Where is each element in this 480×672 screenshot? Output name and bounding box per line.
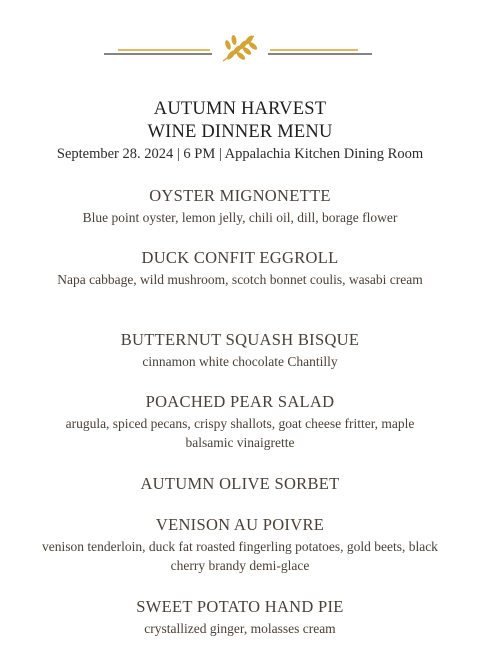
course-item — [40, 248, 440, 289]
header-ornament — [0, 30, 480, 66]
menu-title-line-1: AUTUMN HARVEST — [153, 99, 327, 119]
course-name: OYSTER MIGNONETTE — [149, 186, 331, 205]
course-description: arugula, spiced pecans, crispy shallots, goat cheese fritter, maple balsamic vinaigrette — [65, 416, 415, 450]
course-name: BUTTERNUT SQUASH BISQUE — [120, 330, 360, 349]
menu-title-line-2: WINE DINNER MENU — [147, 122, 333, 142]
course-item — [40, 474, 440, 494]
course-item — [40, 330, 440, 371]
course-description: venison tenderloin, duck fat roasted fingerling potatoes, gold beets, black cherry brandy demi-glace — [42, 539, 438, 573]
course-item — [40, 515, 440, 575]
wheat-sprig-icon — [223, 34, 258, 61]
course-name: POACHED PEAR SALAD — [145, 392, 335, 411]
course-description: Napa cabbage, wild mushroom, scotch bonnet coulis, wasabi cream — [57, 272, 423, 287]
course-item — [40, 186, 440, 227]
course-name: AUTUMN OLIVE SORBET — [140, 474, 340, 493]
course-name: SWEET POTATO HAND PIE — [136, 597, 344, 616]
course-description: crystallized ginger, molasses cream — [144, 621, 336, 636]
menu-header — [0, 98, 480, 164]
course-description: Blue point oyster, lemon jelly, chili oil, dill, borage flower — [82, 210, 398, 225]
course-name: DUCK CONFIT EGGROLL — [141, 248, 339, 267]
course-item — [40, 392, 440, 452]
course-description: cinnamon white chocolate Chantilly — [142, 354, 338, 369]
course-item — [40, 597, 440, 638]
course-name: VENISON AU POIVRE — [155, 515, 325, 534]
event-details: September 28. 2024 | 6 PM | Appalachia Kitchen Dining Room — [56, 146, 424, 162]
ornament-rules — [0, 30, 480, 66]
